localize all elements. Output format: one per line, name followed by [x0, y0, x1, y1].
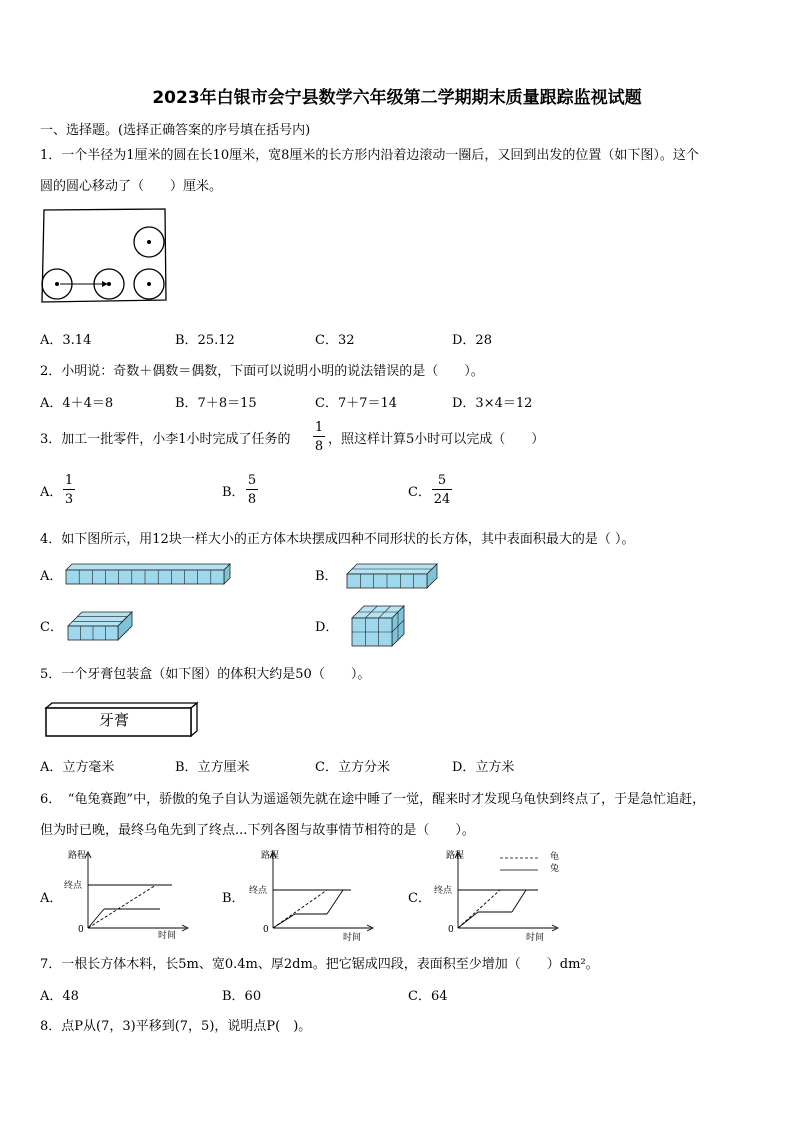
q3-text-before: 3．加工一批零件，小李1小时完成了任务的 [40, 432, 291, 447]
q4-cuboid-d-figure [350, 604, 408, 648]
q6-graph-c-origin: 0 [448, 925, 454, 935]
q1-option-d[interactable]: D．28 [452, 333, 492, 348]
q6-graph-c [430, 850, 570, 942]
q6-option-b[interactable]: B． [222, 891, 245, 906]
q6-graph-c-legend-rabbit: 兔 [550, 864, 560, 874]
page-title: 2023年白银市会宁县数学六年级第二学期期末质量跟踪监视试题 [152, 88, 642, 108]
q2-option-d[interactable]: D．3×4＝12 [452, 396, 533, 411]
q2-option-b[interactable]: B．7＋8＝15 [175, 396, 257, 411]
q7-option-b[interactable]: B．60 [222, 989, 262, 1004]
q5-text: 5．一个牙膏包装盒（如下图）的体积大约是50（ ）。 [40, 667, 371, 682]
q3-option-a-fraction[interactable]: 1 3 [64, 473, 74, 507]
q4-option-b[interactable]: B． [315, 569, 338, 584]
q4-text: 4．如下图所示，用12块一样大小的正方体木块摆成四种不同形状的长方体，其中表面积最大的是（ ）。 [40, 532, 635, 547]
q5-option-a[interactable]: A．立方毫米 [40, 760, 115, 775]
q1-line2: 圆的圆心移动了（ ）厘米。 [40, 179, 223, 194]
q3-fraction: 1 8 [314, 420, 324, 454]
q3-option-c-label[interactable]: C． [408, 485, 431, 500]
q6-graph-c-x-label: 时间 [526, 933, 545, 943]
q6-graph-a-origin: 0 [78, 925, 84, 935]
q4-cuboid-b-figure [345, 562, 441, 590]
q7-text: 7．一根长方体木料，长5m、宽0.4m、厚2dm。把它锯成四段，表面积至少增加（ ）dm²。 [40, 957, 599, 972]
q2-text: 2．小明说：奇数＋偶数＝偶数，下面可以说明小明的说法错误的是（ ）。 [40, 364, 484, 379]
q5-box-label: 牙膏 [99, 711, 130, 729]
q4-option-a[interactable]: A． [40, 569, 63, 584]
q2-option-a[interactable]: A．4＋4＝8 [40, 396, 114, 411]
q3-option-b-fraction[interactable]: 5 8 [247, 473, 257, 507]
q1-line1: 1．一个半径为1厘米的圆在长10厘米，宽8厘米的长方形内沿着边滚动一圈后，又回到出发的位置（如下图）。这个 [40, 148, 699, 163]
q3-option-c-fraction[interactable]: 5 24 [433, 473, 451, 507]
q5-option-c[interactable]: C．立方分米 [315, 760, 390, 775]
q6-graph-b-y-label: 路程 [261, 851, 280, 861]
q2-option-c[interactable]: C．7＋7＝14 [315, 396, 398, 411]
q6-graph-a-y-label: 路程 [68, 851, 87, 861]
q7-option-a[interactable]: A．48 [40, 989, 79, 1004]
q6-graph-b-x-label: 时间 [343, 933, 362, 943]
q5-option-b[interactable]: B．立方厘米 [175, 760, 250, 775]
q8-text: 8．点P从(7，3)平移到(7，5)，说明点P( )。 [40, 1019, 312, 1034]
q6-option-a[interactable]: A． [40, 891, 63, 906]
q6-line2: 但为时已晚，最终乌龟先到了终点...下列各图与故事情节相符的是（ ）。 [40, 823, 475, 838]
q3-option-a-label[interactable]: A． [40, 485, 63, 500]
q6-line1: 6． “龟兔赛跑”中，骄傲的兔子自认为遥遥领先就在途中睡了一觉，醒来时才发现乌龟快到终点了，于是急忙追赶， [40, 792, 706, 807]
q1-option-a[interactable]: A．3.14 [40, 333, 92, 348]
q3-text-after: ，照这样计算5小时可以完成（ ） [328, 432, 545, 447]
q6-graph-b-finish-label: 终点 [249, 886, 268, 896]
q1-option-c[interactable]: C．32 [315, 333, 355, 348]
q5-option-d[interactable]: D．立方米 [452, 760, 515, 775]
q6-graph-a-x-label: 时间 [158, 931, 177, 941]
q4-option-d[interactable]: D． [315, 620, 339, 635]
q6-graph-c-legend-turtle: 龟 [550, 852, 560, 862]
q6-graph-c-finish-label: 终点 [434, 886, 453, 896]
q1-rectangle-figure [40, 208, 170, 304]
q6-graph-a-finish-label: 终点 [64, 881, 83, 891]
q4-cuboid-c-figure [66, 606, 136, 646]
q4-option-c[interactable]: C． [40, 620, 63, 635]
q6-graph-c-y-label: 路程 [446, 851, 465, 861]
q3-option-b-label[interactable]: B． [222, 485, 245, 500]
q6-option-c[interactable]: C． [408, 891, 431, 906]
q6-graph-b-origin: 0 [263, 925, 269, 935]
q1-option-b[interactable]: B．25.12 [175, 333, 235, 348]
q6-graph-a [60, 850, 190, 942]
q6-graph-b [245, 850, 375, 942]
section-heading: 一、选择题。(选择正确答案的序号填在括号内) [40, 123, 311, 138]
q7-option-c[interactable]: C．64 [408, 989, 448, 1004]
q4-cuboid-a-figure [64, 562, 234, 586]
